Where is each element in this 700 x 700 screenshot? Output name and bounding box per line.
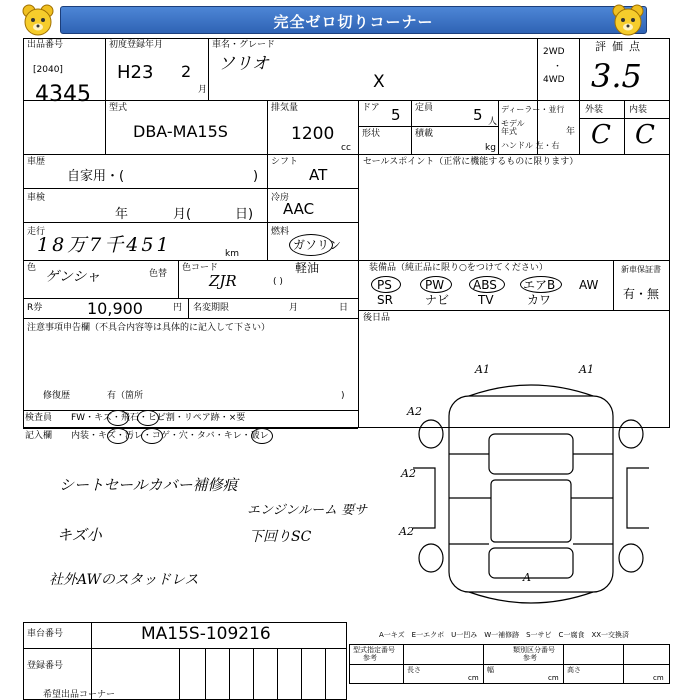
inspector-tobacco-circle — [251, 428, 273, 444]
diagram-mark-a2-top: A2 — [407, 405, 422, 418]
width-unit: cm — [548, 674, 559, 682]
inspection-label: 車検 — [27, 193, 46, 203]
name-change-month: 月 — [289, 303, 299, 313]
equip-tv: TV — [478, 293, 494, 307]
inspector-interior-kizu-circle — [107, 428, 129, 444]
ref-label-2: 参考 — [523, 654, 537, 662]
equip-pw: PW — [425, 278, 445, 292]
drive-4wd: 4WD — [543, 75, 565, 85]
footer-text: 希望出品コーナー — [43, 690, 116, 700]
doors-value: 5 — [391, 106, 401, 124]
ac-label: 冷房 — [271, 193, 290, 203]
fuel-gasoline: ガソリン — [293, 238, 342, 252]
history-value: 自家用・( — [67, 169, 125, 184]
bear-mascot-icon — [20, 2, 56, 38]
handle-label: ハンドル 左・右 — [501, 141, 560, 150]
fuel-diesel: 軽油 — [295, 261, 320, 275]
color-no-label: 色替 — [149, 269, 168, 279]
model-value: DBA-MA15S — [133, 122, 228, 141]
inspector-row2-label: 記入欄 — [25, 431, 53, 441]
banner-title: 完全ゼロ切りコーナー — [273, 13, 434, 31]
handwritten-line4: 下回りSC — [249, 529, 312, 545]
inspector-kizu-circle — [107, 410, 129, 426]
person-unit: 人 — [488, 117, 498, 127]
fuel-paren: ( ) — [273, 277, 283, 287]
ref-label-1: 参考 — [363, 654, 377, 662]
drive-2wd: 2WD — [543, 47, 565, 57]
car-label: 車名・グレード — [212, 40, 276, 50]
diagram-mark-a2-low: A2 — [399, 525, 414, 538]
mileage-label: 走行 — [27, 227, 46, 237]
diagram-mark-a1-left: A1 — [475, 363, 490, 376]
new-warranty-value: 有・無 — [623, 287, 660, 301]
color-code-value: ZJR — [209, 272, 237, 290]
interior-value: C — [635, 120, 655, 150]
inspector-dirt-circle — [141, 428, 163, 444]
equip-abs: ABS — [473, 278, 497, 292]
first-reg-label: 初度登録年月 — [109, 40, 164, 50]
equip-aw: AW — [579, 278, 599, 292]
equip-leather: カワ — [527, 293, 552, 307]
history-close: ) — [253, 169, 259, 184]
car-damage-diagram — [399, 368, 663, 624]
lot-code: [2040] — [33, 65, 63, 75]
recycle-value: 10,900 — [87, 299, 143, 318]
yen-unit: 円 — [173, 303, 183, 313]
color-label: 色 — [27, 263, 37, 273]
equip-ps: PS — [377, 278, 392, 292]
ac-value: AAC — [283, 200, 315, 218]
cert-label: 型式指定番号 — [353, 646, 395, 654]
equip-airbag: エアB — [523, 278, 556, 292]
width-label: 幅 — [487, 666, 494, 674]
chassis-value: MA15S-109216 — [141, 624, 271, 644]
capacity-label: 定員 — [415, 103, 434, 113]
km-unit: km — [225, 249, 239, 259]
chassis-label: 車台番号 — [27, 629, 64, 639]
class-label: 類別区分番号 — [513, 646, 555, 654]
mileage-value: 18万7千451 — [37, 234, 172, 256]
reg-era-year: H23 — [117, 62, 154, 83]
inspector-chip-circle — [137, 410, 159, 426]
length-unit: cm — [468, 674, 479, 682]
fuel-label: 燃料 — [271, 227, 290, 237]
interior-label: 内装 — [629, 105, 648, 115]
inspector-row1-label: 検査員 — [25, 413, 53, 423]
year-unit: 年 — [566, 127, 576, 137]
history-label: 車歴 — [27, 157, 46, 167]
shift-label: シフト — [271, 157, 299, 167]
notes-label: 注意事項申告欄（不具合内容等は具体的に記入して下さい） — [27, 323, 271, 333]
month-unit: 月 — [198, 85, 208, 95]
displacement-value: 1200 — [291, 124, 335, 144]
exterior-value: C — [591, 120, 611, 150]
diagram-mark-a1-right: A1 — [579, 363, 594, 376]
inspector-row2-items: 内装・キズ・汚レ・コゲ・穴・タバ・キレ・破レ — [71, 431, 269, 441]
exterior-label: 外装 — [585, 105, 604, 115]
inspector-row1-items: FW・キズ・飛石・ヒビ割・リペア跡・×要 — [71, 413, 246, 423]
drive-sep: ・ — [553, 62, 563, 72]
auction-sheet — [23, 38, 670, 700]
recycle-label: R券 — [27, 303, 43, 313]
repair-value: 有（箇所 — [107, 391, 144, 401]
equip-ps-circle — [371, 276, 401, 293]
equip-navi: ナビ — [425, 293, 450, 307]
handwritten-line1: シートセールカバー補修痕 — [59, 476, 238, 494]
equip-pw-circle — [420, 276, 452, 293]
handwritten-line5: 社外AWのスタッドレス — [49, 572, 199, 588]
equip-sr: SR — [377, 293, 393, 307]
reg-label: 登録番号 — [27, 661, 64, 671]
dealer-label: ディーラー・並行 — [501, 105, 565, 114]
score-value: 3.5 — [591, 57, 642, 95]
capacity-value: 5 — [473, 106, 483, 124]
color-code-label: 色コード — [182, 263, 219, 273]
diagram-mark-a2-mid: A2 — [401, 467, 416, 480]
back-seat-label: 後日品 — [363, 313, 391, 323]
lot-number: 4345 — [35, 82, 91, 107]
diagram-mark-a-rear: A — [523, 571, 531, 584]
equip-abs-circle — [469, 276, 505, 293]
repair-label: 修復歴 — [43, 391, 71, 401]
grade: X — [373, 72, 385, 92]
cc-unit: cc — [341, 143, 351, 153]
handwritten-line2: キズ小 — [57, 526, 102, 544]
height-unit: cm — [653, 674, 664, 682]
name-change-label: 名変期限 — [193, 303, 230, 313]
bear-mascot-icon — [610, 2, 646, 38]
length-label: 長さ — [407, 666, 421, 674]
color-value: ゲンシャ — [45, 269, 101, 285]
doors-label: ドア — [362, 103, 380, 113]
repair-close: ) — [341, 391, 345, 401]
shift-value: AT — [309, 166, 328, 184]
inspection-day: 日) — [235, 207, 254, 222]
height-label: 高さ — [567, 666, 581, 674]
equip-airbag-circle — [520, 276, 562, 293]
banner-bar — [60, 6, 647, 34]
load-label: 積載 — [415, 129, 434, 139]
inspection-year: 年 — [115, 207, 129, 222]
sales-point-label: セールスポイント（正常に機能するものに限ります） — [363, 157, 579, 167]
score-label: 評価点 — [595, 40, 646, 53]
damage-legend: A一キズ E一エクボ U一凹み W一補修跡 S一サビ C一腐食 XX一交換済 — [379, 631, 630, 639]
banner — [0, 0, 700, 40]
model-label: 型式 — [109, 103, 128, 113]
model-year-label: モデル年式 — [501, 119, 525, 136]
equipment-label: 装備品（純正品に限り○をつけてください） — [369, 263, 548, 273]
shape-label: 形状 — [362, 129, 381, 139]
handwritten-line3: エンジンルーム 要サ — [247, 503, 368, 518]
reg-month: 2 — [181, 62, 192, 81]
car-name: ソリオ — [218, 54, 269, 74]
kg-unit: kg — [485, 143, 496, 153]
name-change-day: 日 — [339, 303, 349, 313]
lot-label: 出品番号 — [27, 40, 64, 50]
new-warranty-label: 新車保証書 — [621, 265, 661, 274]
displacement-label: 排気量 — [271, 103, 299, 113]
inspection-month: 月( — [173, 207, 192, 222]
